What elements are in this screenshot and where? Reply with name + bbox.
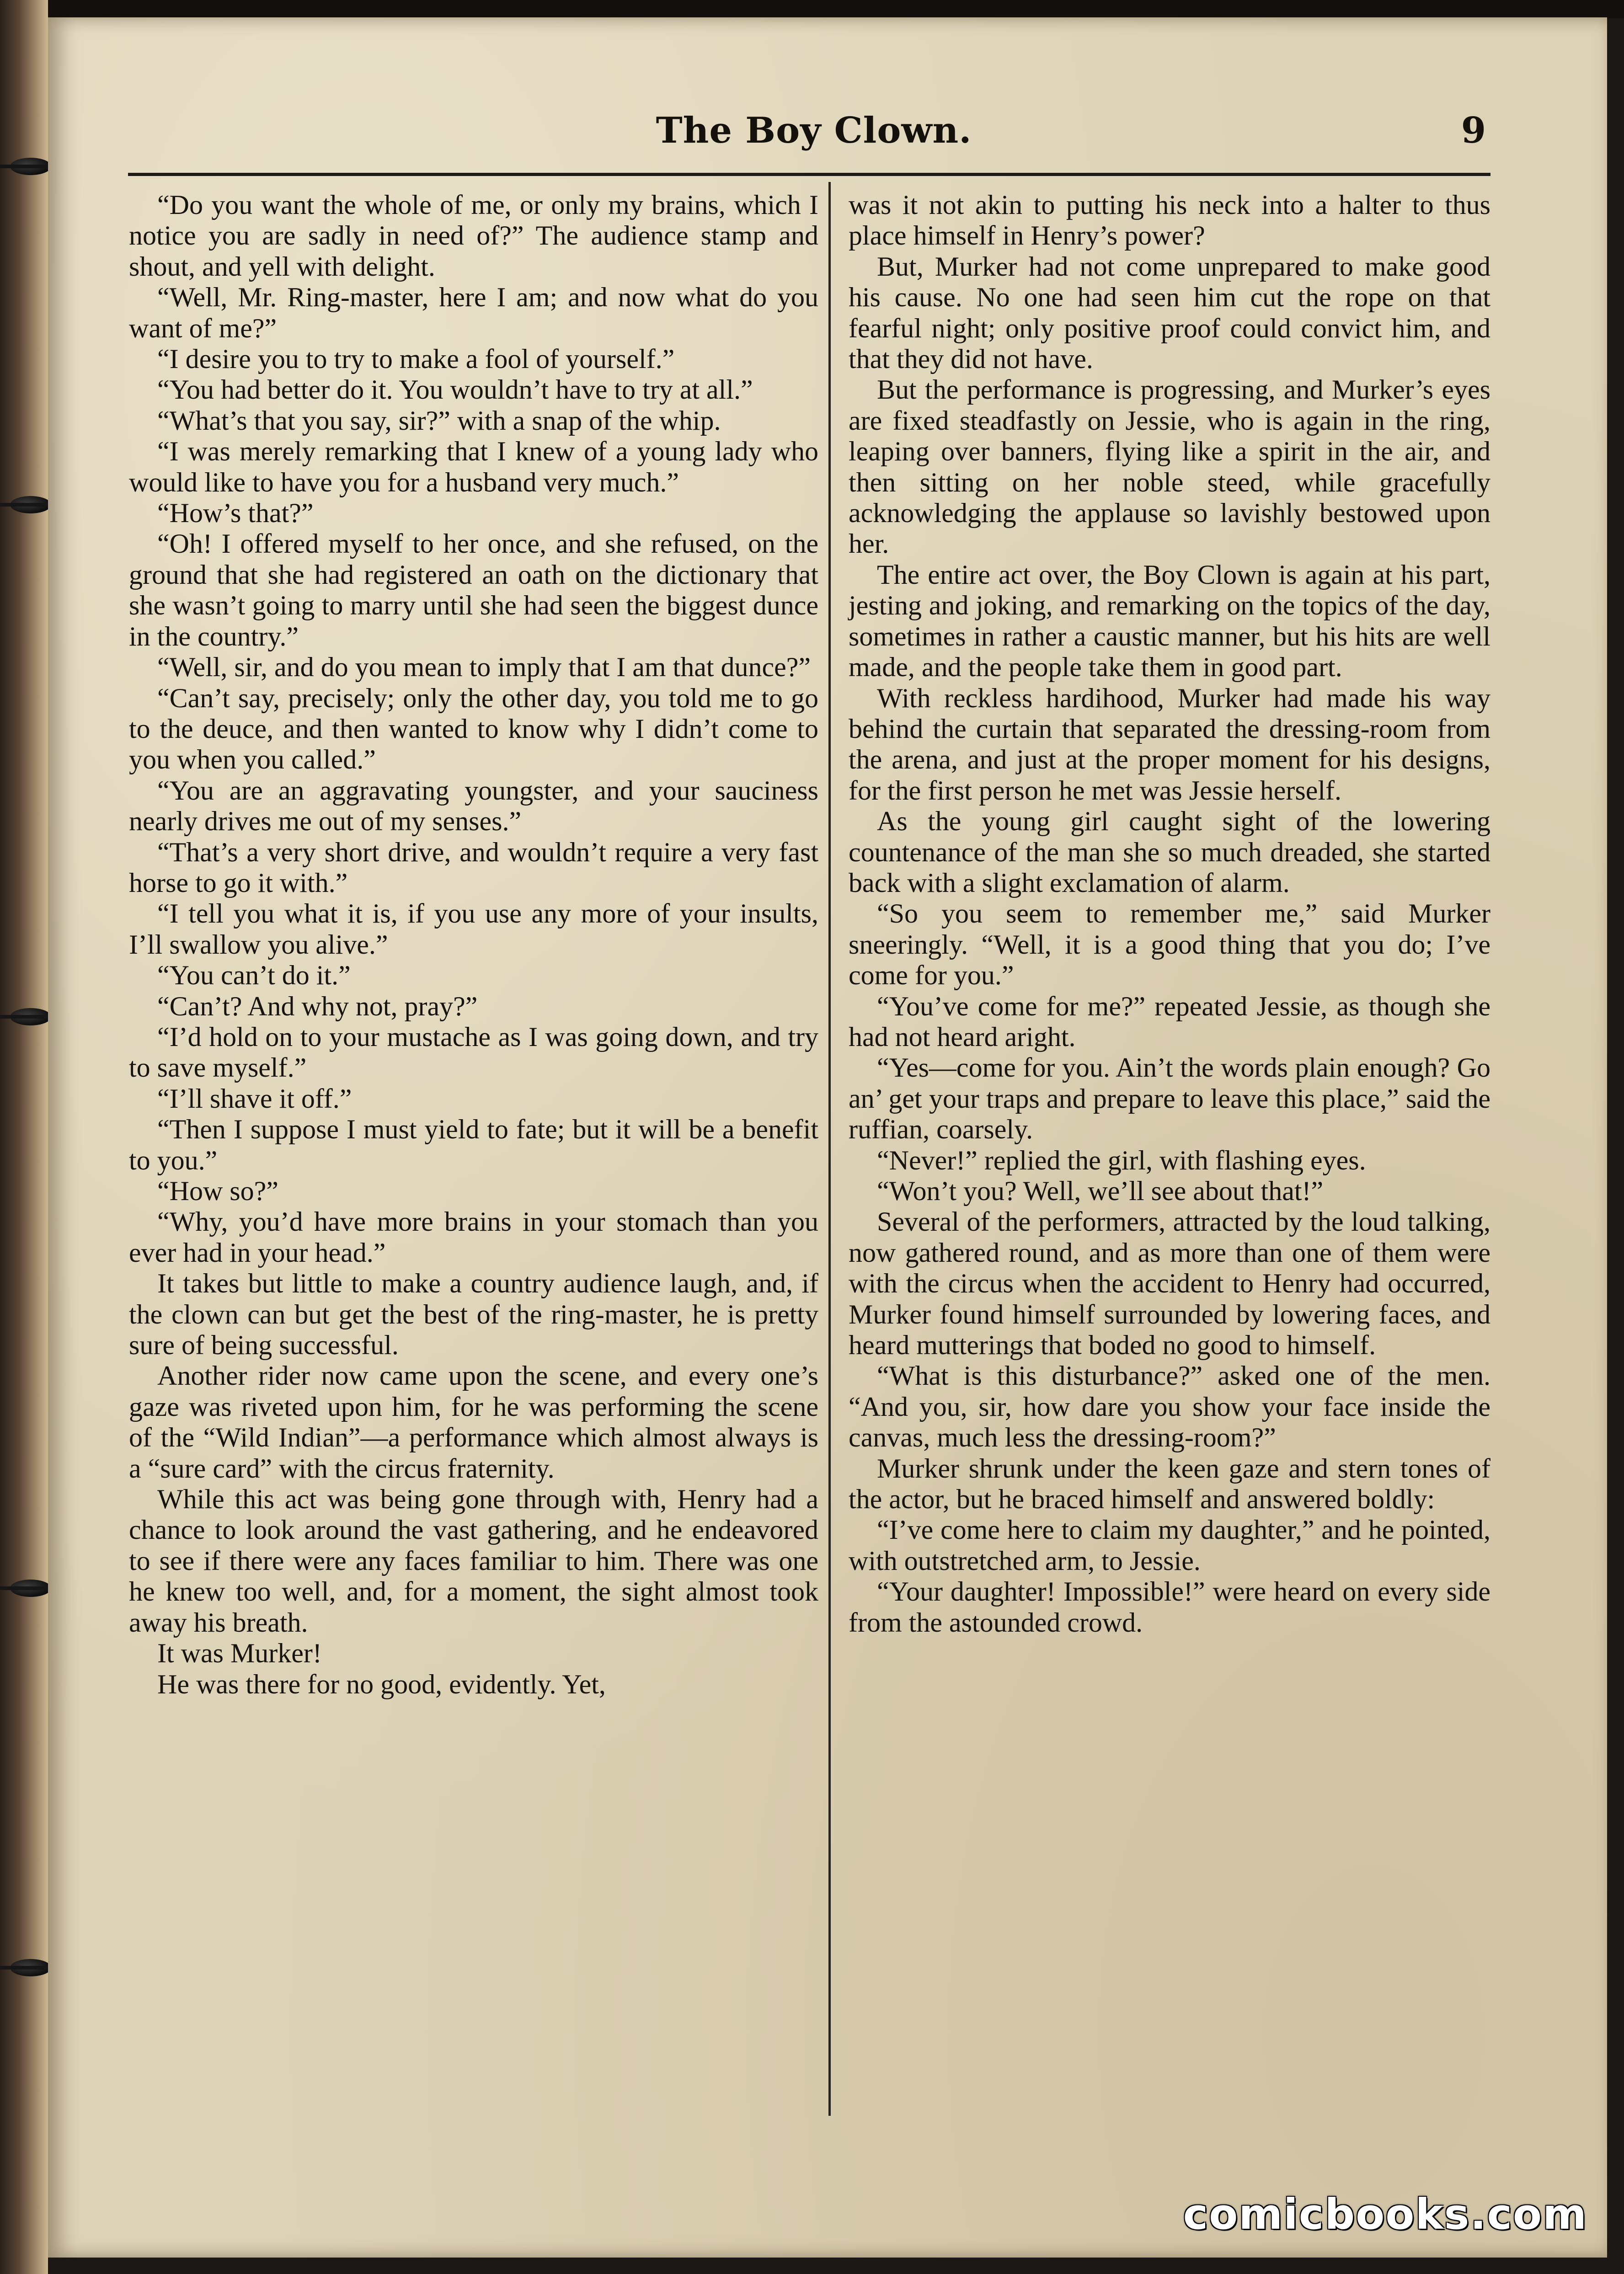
paragraph: It was Murker! xyxy=(157,1638,322,1669)
paragraph: “You’ve come for me?” repeated Jessie, as though she had not heard aright. xyxy=(849,991,1490,1052)
paragraph: “Do you want the whole of me, or only my brains, which I notice you are sadly in need of?” The audience stamp and shout, and yell with delight. xyxy=(129,190,818,282)
staple xyxy=(10,1008,51,1025)
paragraph: “What is this disturbance?” asked one of the men. “And you, sir, how dare you show your face inside the canvas, much less the dressing-room?” xyxy=(849,1361,1490,1453)
paragraph: “That’s a very short drive, and wouldn’t require a very fast horse to go it with.” xyxy=(129,837,818,898)
paragraph: “Never!” replied the girl, with flashing eyes. xyxy=(877,1145,1366,1175)
staple xyxy=(10,1580,51,1597)
paragraph: “So you seem to remember me,” said Murker sneeringly. “Well, it is a good thing that you do; I’ve come for you.” xyxy=(849,898,1490,991)
paragraph: “I tell you what it is, if you use any more of your insults, I’ll swallow you alive.” xyxy=(129,898,818,960)
paragraph: “Then I suppose I must yield to fate; but it will be a benefit to you.” xyxy=(129,1114,818,1175)
staple xyxy=(10,158,51,175)
paragraph: As the young girl caught sight of the lowering countenance of the man she so much dreaded, she started back with a slight exclamation of alarm. xyxy=(849,806,1490,898)
paragraph: “Your daughter! Impossible!” were heard on every side from the astounded crowd. xyxy=(849,1576,1490,1638)
staple xyxy=(10,1959,51,1976)
paragraph: Another rider now came upon the scene, and every one’s gaze was riveted upon him, for he was performing the scene of the “Wild Indian”—a performance which almost always is a “sure card” with the circus fraternity. xyxy=(129,1361,818,1484)
paragraph: “You can’t do it.” xyxy=(157,960,351,991)
paragraph: Several of the performers, attracted by the loud talking, now gathered round, and as more than one of them were with the circus when the accident to Henry had occurred, Murker found himself surrounded by lowering faces, and heard mutterings that boded no good to himself. xyxy=(849,1206,1490,1361)
running-title: The Boy Clown. xyxy=(656,110,972,151)
paragraph: “I was merely remarking that I knew of a young lady who would like to have you for a husband very much.” xyxy=(129,436,818,497)
right-text-column xyxy=(849,190,1490,1638)
paragraph: “Oh! I offered myself to her once, and she refused, on the ground that she had registered an oath on the dictionary that she wasn’t going to marry until she had seen the biggest dunce in the country.” xyxy=(129,528,818,651)
paragraph: “Well, sir, and do you mean to imply that I am that dunce?” xyxy=(157,652,811,683)
paragraph: “Well, Mr. Ring-master, here I am; and now what do you want of me?” xyxy=(129,282,818,343)
paragraph: “I’ve come here to claim my daughter,” and he pointed, with outstretched arm, to Jessie. xyxy=(849,1515,1490,1576)
binding-spine xyxy=(0,0,48,2274)
running-header xyxy=(133,110,1495,160)
paragraph: “How so?” xyxy=(157,1176,278,1206)
paragraph: “You had better do it. You wouldn’t have to try at all.” xyxy=(157,374,753,405)
paragraph: “You are an aggravating youngster, and your sauciness nearly drives me out of my senses.” xyxy=(129,775,818,837)
staple xyxy=(10,496,51,513)
paragraph: With reckless hardihood, Murker had made his way behind the curtain that separated the dressing-room from the arena, and just at the proper moment for his designs, for the first person he met was Jessie herself. xyxy=(849,683,1490,806)
paragraph: The entire act over, the Boy Clown is again at his part, jesting and joking, and remarking on the topics of the day, sometimes in rather a caustic manner, but his hits are well made, and the people take them in good part. xyxy=(849,559,1490,683)
paragraph: “I’ll shave it off.” xyxy=(157,1083,352,1114)
paragraph: While this act was being gone through with, Henry had a chance to look around the vast gathering, and he endeavored to see if there were any faces familiar to him. There was one he knew too well, and, for a moment, the sight almost took away his breath. xyxy=(129,1484,818,1638)
paragraph: “Yes—come for you. Ain’t the words plain enough? Go an’ get your traps and prepare to leave this place,” said the ruffian, coarsely. xyxy=(849,1052,1490,1145)
left-text-column xyxy=(129,190,818,1700)
paragraph: “Won’t you? Well, we’ll see about that!” xyxy=(877,1176,1324,1206)
header-rule xyxy=(128,173,1490,176)
scan-top-edge xyxy=(0,0,1624,18)
site-watermark: comicbooks.com xyxy=(1183,2190,1587,2239)
paragraph: “How’s that?” xyxy=(157,498,314,528)
page-number: 9 xyxy=(1461,110,1486,151)
paragraph: “What’s that you say, sir?” with a snap of the whip. xyxy=(157,405,721,436)
paragraph: But the performance is progressing, and Murker’s eyes are fixed steadfastly on Jessie, who is again in the ring, leaping over banners, flying like a spirit in the air, and then sitting on her noble steed, while gracefully acknowledging the applause so lavishly bestowed upon her. xyxy=(849,374,1490,559)
paragraph: Murker shrunk under the keen gaze and stern tones of the actor, but he braced himself and answered boldly: xyxy=(849,1453,1490,1515)
paragraph: “Can’t? And why not, pray?” xyxy=(157,991,478,1021)
paragraph: He was there for no good, evidently. Yet, xyxy=(157,1669,606,1699)
paragraph: It takes but little to make a country audience laugh, and, if the clown can but get the best of the ring-master, he is pretty sure of being successful. xyxy=(129,1268,818,1361)
paragraph: “I’d hold on to your mustache as I was going down, and try to save myself.” xyxy=(129,1021,818,1083)
paragraph: “Can’t say, precisely; only the other day, you told me to go to the deuce, and then wanted to know why I didn’t come to you when you called.” xyxy=(129,683,818,775)
paragraph: “Why, you’d have more brains in your stomach than you ever had in your head.” xyxy=(129,1206,818,1268)
paragraph: But, Murker had not come unprepared to make good his cause. No one had seen him cut the rope on that fearful night; only positive proof could convict him, and that they did not have. xyxy=(849,251,1490,374)
paragraph: was it not akin to putting his neck into a halter to thus place himself in Henry’s power? xyxy=(849,190,1490,251)
paragraph: “I desire you to try to make a fool of yourself.” xyxy=(157,344,675,374)
column-divider xyxy=(828,182,831,2116)
